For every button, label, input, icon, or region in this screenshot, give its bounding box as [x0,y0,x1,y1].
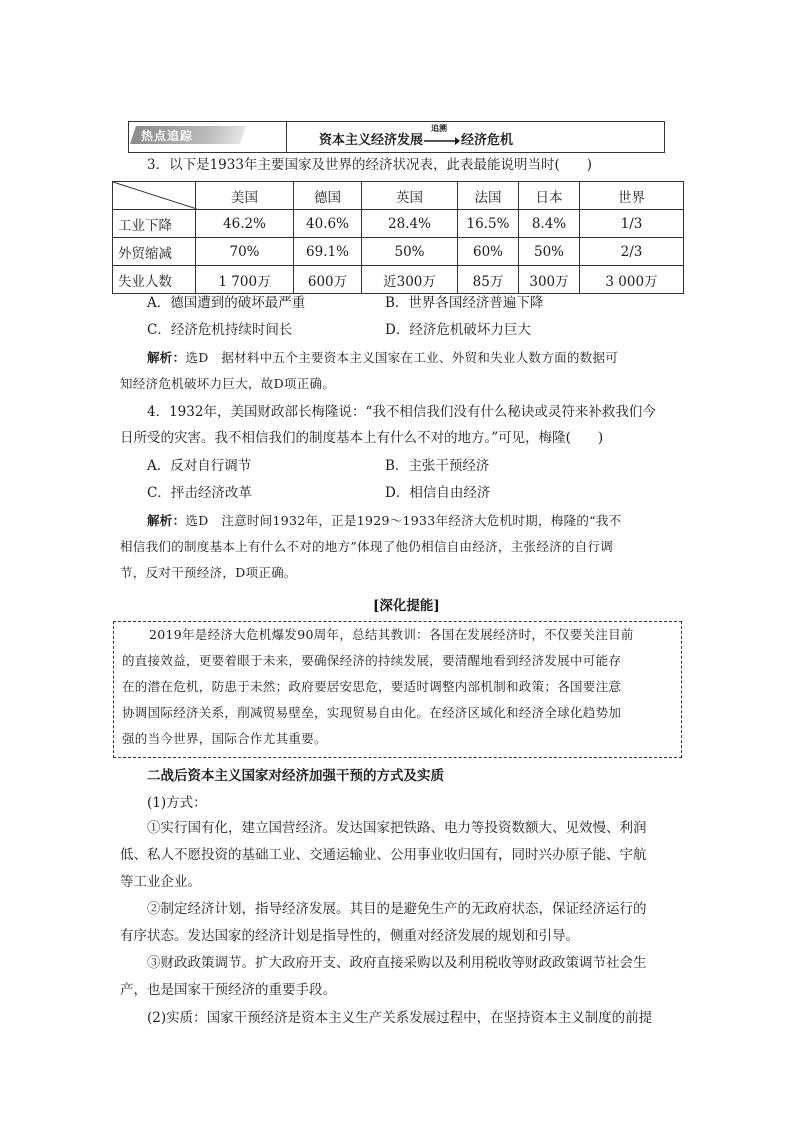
way2-line: 有序状态。发达国家的经济计划是指导性的，侧重对经济发展的规划和引导。 [120,928,579,944]
way1-line: 等工业企业。 [120,874,201,890]
q4-option-b: B．主张干预经济 [385,458,490,474]
row-header: 外贸缩减 [113,238,196,266]
col-header: 德国 [294,182,362,210]
table-cell: 3 000万 [580,266,684,294]
table-cell: 1 700万 [196,266,294,294]
analysis-label: 解析： [147,350,186,365]
table-cell: 8.4% [519,210,580,238]
hot-topic-title [319,122,514,148]
table-cell: 50% [519,238,580,266]
way3-line: ③财政政策调节。扩大政府开支、政府直接采购以及利用税收等财政政策调节社会生 [147,955,647,971]
row-header: 工业下降 [113,210,196,238]
analysis-label: 解析： [147,513,186,528]
table-row [113,266,684,294]
q4-analysis-line [120,511,680,531]
table-cell: 2/3 [580,238,684,266]
q3-option-c: C．经济危机持续时间长 [147,322,293,338]
way3-line: 产，也是国家干预经济的重要手段。 [120,982,336,998]
q3-option-a: A．德国遭到的破坏最严重 [147,295,306,311]
essence-line: (2)实质：国家干预经济是资本主义生产关系发展过程中，在坚持资本主义制度的前提 [147,1010,653,1026]
col-header: 美国 [196,182,294,210]
header-divider [286,122,287,152]
q4-option-d: D．相信自由经济 [385,485,491,501]
table-cell: 1/3 [580,210,684,238]
table-cell: 600万 [294,266,362,294]
table-header-row [113,182,684,210]
deep-line: 在的潜在危机，防患于未然；政府要居安思危，要适时调整内部机制和政策；各国要注意 [122,679,622,694]
table-cell: 69.1% [294,238,362,266]
deep-line: 的直接效益，更要着眼于未来，要确保经济的持续发展，要清醒地看到经济发展中可能存 [122,653,622,668]
q4-option-c: C．抨击经济改革 [147,485,252,501]
section-title: 二战后资本主义国家对经济加强干预的方式及实质 [147,768,444,784]
table-cell: 近300万 [362,266,458,294]
analysis-text: 选D 注意时间1932年，正是1929～1933年经济大危机时期，梅隆的“我不 [185,513,622,528]
way-heading: (1)方式： [147,795,207,811]
hot-topic-header [128,121,665,153]
hot-title-right: 经济危机 [461,133,514,148]
col-header: 日本 [519,182,580,210]
q4-stem: 日所受的灾害。我不相信我们的制度基本上有什么不对的地方。”可见，梅隆( ) [120,430,604,446]
economy-table [112,181,684,294]
deep-line: 协调国际经济关系，削减贸易壁垒，实现贸易自由化。在经济区域化和经济全球化趋势加 [122,705,622,720]
q4-analysis-line: 相信我们的制度基本上有什么不对的地方”体现了他仍相信自由经济，主张经济的自行调 [120,539,614,554]
table-cell: 60% [458,238,519,266]
deep-line: 2019年是经济大危机爆发90周年，总结其教训：各国在发展经济时，不仅要关注目前 [149,627,634,642]
q3-analysis-line: 知经济危机破坏力巨大，故D项正确。 [120,376,336,391]
table-row [113,238,684,266]
table-cell: 16.5% [458,210,519,238]
diagonal-line-icon [113,182,197,209]
analysis-text: 选D 据材料中五个主要资本主义国家在工业、外贸和失业人数方面的数据可 [185,350,619,365]
trace-arrow-icon [423,122,461,148]
table-corner-cell [113,182,196,210]
q4-stem: 4．1932年，美国财政部长梅隆说：“我不相信我们没有什么秘诀或灵符来补救我们今 [147,404,656,420]
col-header: 法国 [458,182,519,210]
q4-option-a: A．反对自行调节 [147,458,252,474]
table-cell: 40.6% [294,210,362,238]
table-cell: 85万 [458,266,519,294]
hot-topic-tag: 热点追踪 [141,129,194,143]
col-header: 英国 [362,182,458,210]
col-header: 世界 [580,182,684,210]
deep-heading: [深化提能] [373,598,440,614]
q3-option-d: D．经济危机破坏力巨大 [385,322,531,338]
table-row [113,210,684,238]
table-cell: 70% [196,238,294,266]
q3-analysis-line [120,348,680,368]
table-cell: 300万 [519,266,580,294]
way2-line: ②制定经济计划，指导经济发展。其目的是避免生产的无政府状态，保证经济运行的 [147,901,647,917]
deep-box [113,621,682,758]
deep-line: 强的当今世界，国际合作尤其重要。 [122,731,327,746]
arrow-label: 追溯 [431,122,448,133]
way1-line: ①实行国有化，建立国营经济。发达国家把铁路、电力等投资数额大、见效慢、利润 [147,820,647,836]
q4-analysis-line: 节，反对干预经济，D项正确。 [120,565,297,580]
table-cell: 28.4% [362,210,458,238]
q3-option-b: B．世界各国经济普遍下降 [385,295,544,311]
table-cell: 46.2% [196,210,294,238]
way1-line: 低、私人不愿投资的基础工业、交通运输业、公用事业收归国有，同时兴办原子能、宇航 [120,847,647,863]
row-header: 失业人数 [113,266,196,294]
hot-title-left: 资本主义经济发展 [319,133,424,148]
q3-stem: 3．以下是1933年主要国家及世界的经济状况表，此表最能说明当时( ) [147,157,592,173]
table-cell: 50% [362,238,458,266]
